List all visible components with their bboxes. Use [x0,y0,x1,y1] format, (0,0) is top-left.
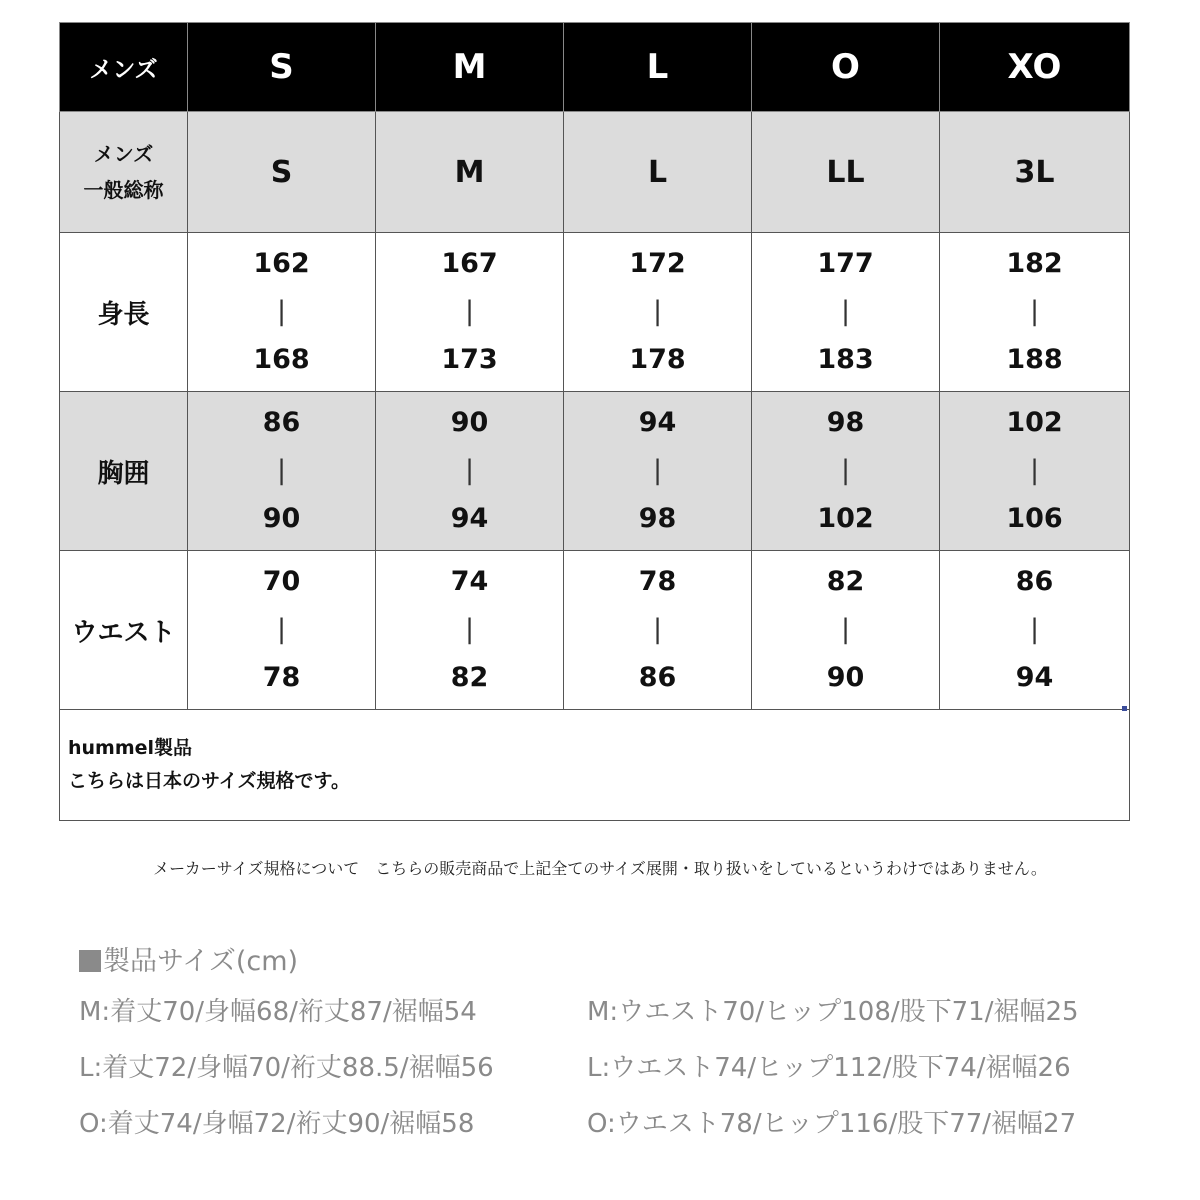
product-sizes-columns [79,984,1169,1152]
range-separator: | [652,296,663,327]
header-size-l: L [564,23,752,112]
header-row [60,23,1130,112]
range-min: 167 [441,248,498,279]
range-min: 74 [450,566,489,597]
waist-row [60,551,1130,710]
header-size-m: M [376,23,564,112]
range-min: 78 [638,566,677,597]
range-max: 78 [262,662,301,693]
range-min: 172 [629,248,686,279]
top-sizes-column [79,984,494,1152]
general-label-line2: 一般総称 [83,178,164,202]
range-separator: | [1029,455,1040,486]
range-cell [188,233,376,392]
bottom-size-line: M:ウエスト70/ヒップ108/股下71/裾幅25 [587,997,1079,1027]
height-row [60,233,1130,392]
general-size-cell: 3L [940,112,1130,233]
range-min: 177 [817,248,874,279]
header-size-o: O [752,23,940,112]
range-min: 82 [826,566,865,597]
header-label: メンズ [60,23,188,112]
range-max: 183 [817,344,874,375]
range-max: 106 [1006,503,1063,534]
range-max: 90 [826,662,865,693]
range-max: 86 [638,662,677,693]
range-separator: | [840,614,851,645]
range-cell [752,233,940,392]
range-cell [376,233,564,392]
range-cell [940,392,1130,551]
range-max: 178 [629,344,686,375]
range-separator: | [652,455,663,486]
range-min: 98 [826,407,865,438]
general-size-cell: M [376,112,564,233]
waist-label: ウエスト [60,551,188,710]
corner-marker [1122,706,1127,711]
top-size-line: M:着丈70/身幅68/裄丈87/裾幅54 [79,997,477,1027]
range-cell [564,392,752,551]
range-separator: | [1029,296,1040,327]
general-size-cell: L [564,112,752,233]
header-size-s: S [188,23,376,112]
range-max: 188 [1006,344,1063,375]
note-row [60,710,1130,821]
note-line-standard: こちらは日本のサイズ規格です。 [68,770,350,792]
general-size-row [60,112,1130,233]
range-cell [564,233,752,392]
note-cell [60,710,1130,821]
range-min: 162 [253,248,310,279]
range-max: 168 [253,344,310,375]
chest-label: 胸囲 [60,392,188,551]
header-size-xo: XO [940,23,1130,112]
range-separator: | [464,614,475,645]
range-min: 102 [1006,407,1063,438]
range-min: 90 [450,407,489,438]
range-separator: | [276,614,287,645]
general-label [60,112,188,233]
range-max: 173 [441,344,498,375]
range-max: 98 [638,503,677,534]
range-max: 90 [262,503,301,534]
range-min: 86 [1015,566,1054,597]
general-label-line1: メンズ [93,142,154,166]
bottom-size-line: L:ウエスト74/ヒップ112/股下74/裾幅26 [587,1053,1071,1083]
range-min: 86 [262,407,301,438]
range-min: 182 [1006,248,1063,279]
range-min: 70 [262,566,301,597]
range-cell [564,551,752,710]
bottom-sizes-column [587,984,1079,1152]
range-cell [376,551,564,710]
range-min: 94 [638,407,677,438]
range-cell [940,233,1130,392]
general-size-cell: LL [752,112,940,233]
range-cell [188,551,376,710]
range-separator: | [652,614,663,645]
range-cell [376,392,564,551]
product-sizes-title [79,940,1169,984]
product-sizes-section [79,940,1169,1152]
range-separator: | [1029,614,1040,645]
range-cell [752,551,940,710]
height-label: 身長 [60,233,188,392]
range-separator: | [276,455,287,486]
top-size-line: L:着丈72/身幅70/裄丈88.5/裾幅56 [79,1053,494,1083]
maker-size-note: メーカーサイズ規格について こちらの販売商品で上記全てのサイズ展開・取り扱いをしているというわけではありません。 [153,859,1047,878]
range-cell [188,392,376,551]
range-separator: | [276,296,287,327]
range-max: 94 [1015,662,1054,693]
range-cell [940,551,1130,710]
range-max: 102 [817,503,874,534]
product-sizes-title-text: 製品サイズ(cm) [103,946,299,977]
square-bullet-icon [79,950,101,972]
range-separator: | [464,455,475,486]
range-cell [752,392,940,551]
top-size-line: O:着丈74/身幅72/裄丈90/裾幅58 [79,1109,475,1139]
range-separator: | [840,296,851,327]
bottom-size-line: O:ウエスト78/ヒップ116/股下77/裾幅27 [587,1109,1077,1139]
size-chart-table [59,22,1130,821]
range-separator: | [840,455,851,486]
range-separator: | [464,296,475,327]
range-max: 82 [450,662,489,693]
general-size-cell: S [188,112,376,233]
note-line-brand: hummel製品 [68,737,193,759]
range-max: 94 [450,503,489,534]
chest-row [60,392,1130,551]
